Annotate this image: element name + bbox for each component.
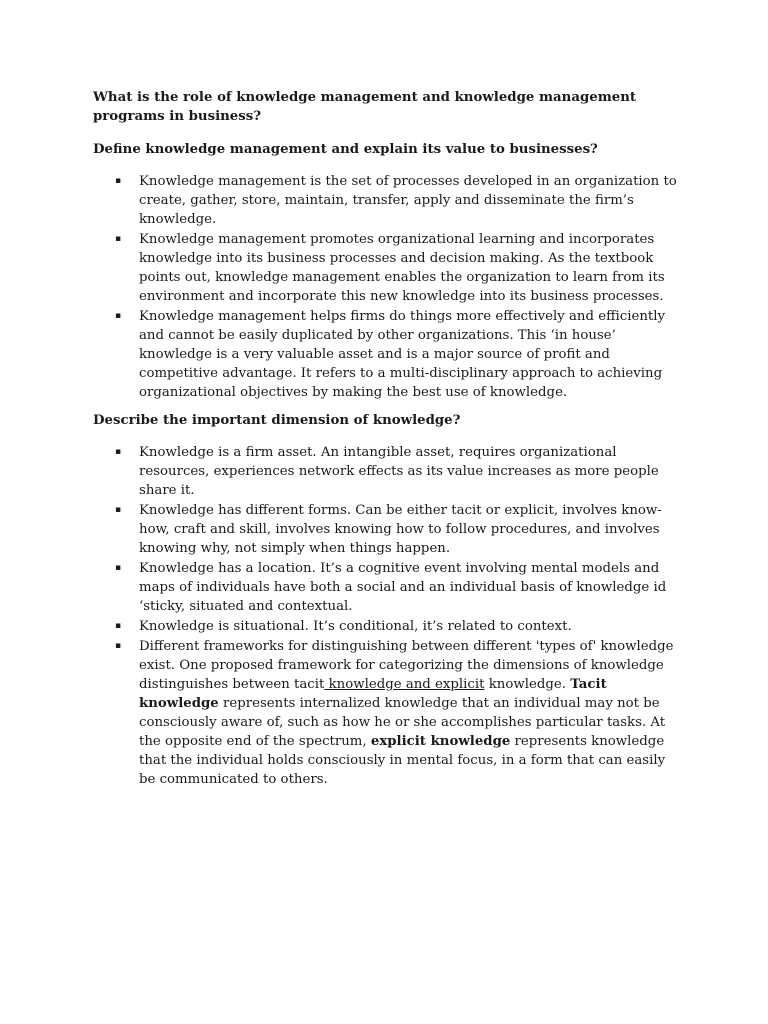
list-item [93, 172, 678, 229]
heading-dimensions-of-knowledge: Describe the important dimension of knowledge? [93, 413, 461, 428]
list-item-text: Knowledge has a location. It’s a cognitive event involving mental models and maps of individuals have both a social and an individual basis of knowledge id ‘sticky, situated and contextual. [139, 561, 667, 614]
list-item-text: Knowledge has different forms. Can be either tacit or explicit, involves know-how, craft and skill, involves knowing how to follow procedures, and involves knowing why, not simply when things happen. [139, 503, 662, 556]
list-item [93, 307, 678, 402]
list-item [93, 501, 678, 558]
frameworks-text-4: represents internalized knowledge that an individual may not be consciously aware of, such as how he or she accomplishes particular tasks. At the opposite end of the spectrum, [139, 696, 666, 749]
heading-role-of-km: What is the role of knowledge management and knowledge management programs in business? [93, 90, 637, 124]
tacit-knowledge-term: Tacit knowledge [139, 677, 607, 711]
bullet-icon: ▪ [115, 234, 122, 244]
bullet-icon: ▪ [115, 641, 122, 651]
list-item-frameworks [93, 637, 678, 789]
frameworks-text-2: knowledge and explicit [324, 677, 485, 692]
bullet-icon: ▪ [115, 621, 122, 631]
frameworks-text-3: knowledge. [484, 677, 571, 692]
heading-define-km: Define knowledge management and explain its value to businesses? [93, 142, 598, 157]
explicit-knowledge-term: explicit knowledge [370, 734, 511, 749]
bullet-icon: ▪ [115, 447, 122, 457]
bullet-icon: ▪ [115, 311, 122, 321]
frameworks-text-1: Different frameworks for distinguishing between different 'types of' knowledge exist. One proposed framework for categorizing the dimensions of knowledge distinguishes between tacit [139, 639, 674, 692]
list-item-text: Knowledge is a firm asset. An intangible asset, requires organizational resources, experiences network effects as its value increases as more people share it. [139, 445, 659, 498]
bullet-icon: ▪ [115, 563, 122, 573]
bullet-icon: ▪ [115, 176, 122, 186]
knowledge-dimensions-list [93, 443, 678, 789]
km-definition-list [93, 172, 678, 402]
list-item-text: Knowledge management helps firms do things more effectively and efficiently and cannot be easily duplicated by other organizations. This ‘in house’ knowledge is a very valuable asset and is a major source of profit and competitive advantage. It refers to a multi-disciplinary approach to achieving organizational objectives by making the best use of knowledge. [139, 309, 666, 400]
list-item [93, 443, 678, 500]
bullet-icon: ▪ [115, 505, 122, 515]
frameworks-text-5: represents knowledge that the individual holds consciously in mental focus, in a form that can easily be communicated to others. [139, 734, 666, 787]
list-item-text: Knowledge is situational. It’s conditional, it’s related to context. [139, 619, 572, 634]
list-item [93, 230, 678, 306]
list-item [93, 559, 678, 616]
list-item [93, 617, 678, 636]
list-item-text: Knowledge management promotes organizational learning and incorporates knowledge into its business processes and decision making. As the textbook points out, knowledge management enables the organization to learn from its environment and incorporate this new knowledge into its business processes. [139, 232, 665, 304]
document-body [93, 88, 678, 790]
list-item-text: Knowledge management is the set of processes developed in an organization to create, gather, store, maintain, transfer, apply and disseminate the firm’s knowledge. [139, 174, 677, 227]
